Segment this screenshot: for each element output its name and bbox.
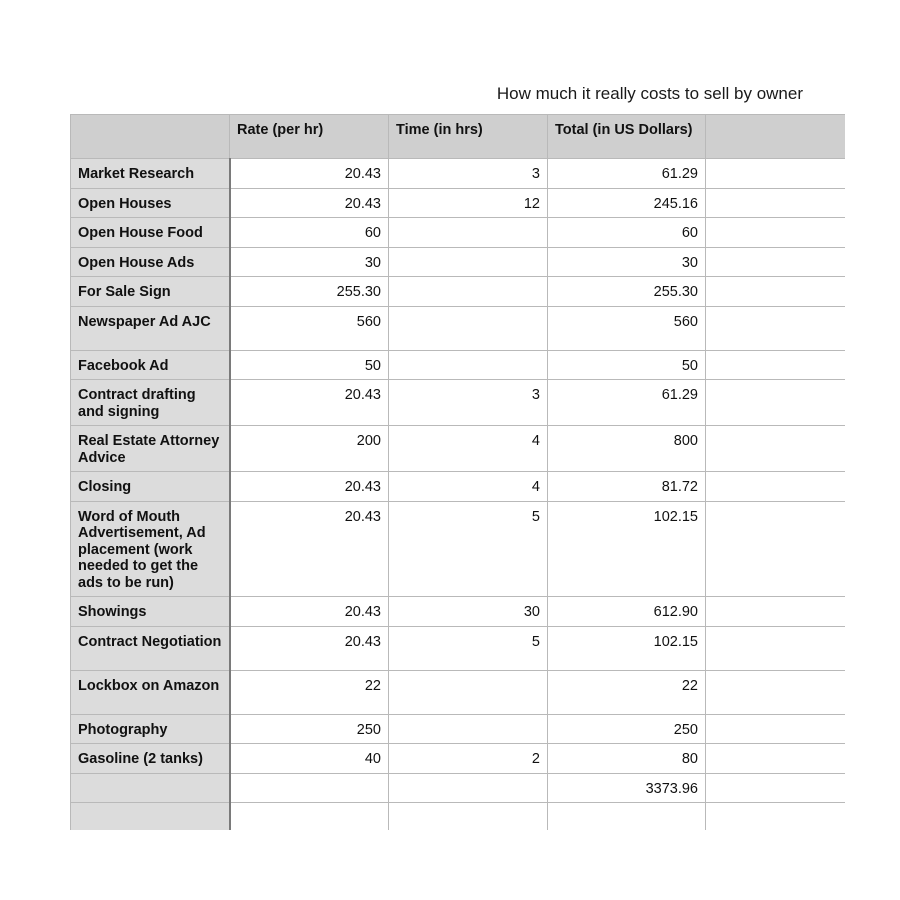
empty-cell[interactable]: [706, 380, 845, 426]
rate-cell[interactable]: 20.43: [230, 188, 389, 218]
row-label[interactable]: Open House Food: [71, 218, 230, 248]
table-row: [71, 159, 845, 189]
table-row: [71, 803, 845, 830]
table-row: [71, 501, 845, 597]
total-cell[interactable]: 102.15: [548, 501, 706, 597]
table-row: [71, 188, 845, 218]
total-cell[interactable]: 255.30: [548, 277, 706, 307]
empty-cell[interactable]: [706, 350, 845, 380]
table-row: [71, 426, 845, 472]
total-cell[interactable]: 61.29: [548, 380, 706, 426]
time-cell[interactable]: 12: [389, 188, 548, 218]
rate-cell[interactable]: 60: [230, 218, 389, 248]
time-cell[interactable]: 3: [389, 159, 548, 189]
row-label[interactable]: Word of Mouth Advertisement, Ad placement (work needed to get the ads to be run): [71, 501, 230, 597]
total-cell[interactable]: 250: [548, 714, 706, 744]
column-header-total[interactable]: Total (in US Dollars): [548, 115, 706, 159]
rate-cell[interactable]: 20.43: [230, 472, 389, 502]
total-cell[interactable]: 50: [548, 350, 706, 380]
table-row: [71, 380, 845, 426]
total-cell[interactable]: 22: [548, 670, 706, 714]
rate-cell[interactable]: 20.43: [230, 380, 389, 426]
empty-cell[interactable]: [706, 773, 845, 803]
time-cell[interactable]: [389, 714, 548, 744]
empty-cell[interactable]: [706, 426, 845, 472]
table-row: [71, 218, 845, 248]
empty-cell[interactable]: [706, 626, 845, 670]
time-cell[interactable]: 5: [389, 626, 548, 670]
empty-cell[interactable]: [548, 803, 706, 830]
row-label[interactable]: Contract drafting and signing: [71, 380, 230, 426]
row-label[interactable]: Newspaper Ad AJC: [71, 306, 230, 350]
rate-cell[interactable]: 22: [230, 670, 389, 714]
empty-cell[interactable]: [230, 803, 389, 830]
empty-cell[interactable]: [706, 714, 845, 744]
table-row: [71, 714, 845, 744]
column-header-empty[interactable]: [706, 115, 845, 159]
empty-cell[interactable]: [706, 277, 845, 307]
table-row: [71, 626, 845, 670]
header-row: [71, 115, 845, 159]
empty-cell[interactable]: [706, 159, 845, 189]
row-label[interactable]: [71, 803, 230, 830]
row-label[interactable]: For Sale Sign: [71, 277, 230, 307]
row-label[interactable]: Open House Ads: [71, 247, 230, 277]
time-cell[interactable]: 2: [389, 744, 548, 774]
table-row: [71, 350, 845, 380]
time-cell[interactable]: 5: [389, 501, 548, 597]
row-label[interactable]: Closing: [71, 472, 230, 502]
row-label[interactable]: [71, 773, 230, 803]
total-cell[interactable]: 612.90: [548, 597, 706, 627]
table-row: [71, 472, 845, 502]
rate-cell[interactable]: 20.43: [230, 597, 389, 627]
rate-cell[interactable]: 50: [230, 350, 389, 380]
total-cell[interactable]: 81.72: [548, 472, 706, 502]
row-label[interactable]: Lockbox on Amazon: [71, 670, 230, 714]
time-cell[interactable]: 3: [389, 380, 548, 426]
row-label[interactable]: Gasoline (2 tanks): [71, 744, 230, 774]
total-cell[interactable]: 80: [548, 744, 706, 774]
table-row: [71, 744, 845, 774]
rate-cell[interactable]: [230, 773, 389, 803]
total-cell[interactable]: 102.15: [548, 626, 706, 670]
table-row: [71, 306, 845, 350]
row-label[interactable]: Open Houses: [71, 188, 230, 218]
total-cell[interactable]: 800: [548, 426, 706, 472]
empty-cell[interactable]: [706, 306, 845, 350]
empty-cell[interactable]: [706, 188, 845, 218]
time-cell[interactable]: [389, 247, 548, 277]
page-title: How much it really costs to sell by owner: [496, 84, 803, 103]
corner-cell[interactable]: [71, 115, 230, 159]
time-cell[interactable]: 4: [389, 472, 548, 502]
time-cell[interactable]: [389, 218, 548, 248]
column-header-rate[interactable]: Rate (per hr): [230, 115, 389, 159]
row-label[interactable]: Facebook Ad: [71, 350, 230, 380]
rate-cell[interactable]: 40: [230, 744, 389, 774]
time-cell[interactable]: 4: [389, 426, 548, 472]
rate-cell[interactable]: 20.43: [230, 501, 389, 597]
rate-cell[interactable]: 20.43: [230, 626, 389, 670]
total-cell[interactable]: 560: [548, 306, 706, 350]
table-row: [71, 277, 845, 307]
rate-cell[interactable]: 560: [230, 306, 389, 350]
time-cell[interactable]: 30: [389, 597, 548, 627]
row-label[interactable]: Real Estate Attorney Advice: [71, 426, 230, 472]
total-cell[interactable]: 245.16: [548, 188, 706, 218]
table-row: [71, 247, 845, 277]
grand-total-cell[interactable]: 3373.96: [548, 773, 706, 803]
empty-cell[interactable]: [706, 472, 845, 502]
rate-cell[interactable]: 30: [230, 247, 389, 277]
rate-cell[interactable]: 20.43: [230, 159, 389, 189]
row-label[interactable]: Photography: [71, 714, 230, 744]
cost-table: [70, 114, 845, 830]
total-cell[interactable]: 30: [548, 247, 706, 277]
row-label[interactable]: Market Research: [71, 159, 230, 189]
time-cell[interactable]: [389, 306, 548, 350]
time-cell[interactable]: [389, 670, 548, 714]
total-cell[interactable]: 61.29: [548, 159, 706, 189]
time-cell[interactable]: [389, 773, 548, 803]
total-row: [71, 773, 845, 803]
table-row: [71, 597, 845, 627]
column-header-time[interactable]: Time (in hrs): [389, 115, 548, 159]
row-label[interactable]: Contract Negotiation: [71, 626, 230, 670]
empty-cell[interactable]: [706, 597, 845, 627]
rate-cell[interactable]: 255.30: [230, 277, 389, 307]
empty-cell[interactable]: [706, 803, 845, 830]
empty-cell[interactable]: [706, 247, 845, 277]
table-row: [71, 670, 845, 714]
empty-cell[interactable]: [706, 218, 845, 248]
empty-cell[interactable]: [389, 803, 548, 830]
row-label[interactable]: Showings: [71, 597, 230, 627]
empty-cell[interactable]: [706, 744, 845, 774]
rate-cell[interactable]: 250: [230, 714, 389, 744]
total-cell[interactable]: 60: [548, 218, 706, 248]
empty-cell[interactable]: [706, 670, 845, 714]
rate-cell[interactable]: 200: [230, 426, 389, 472]
time-cell[interactable]: [389, 350, 548, 380]
empty-cell[interactable]: [706, 501, 845, 597]
time-cell[interactable]: [389, 277, 548, 307]
